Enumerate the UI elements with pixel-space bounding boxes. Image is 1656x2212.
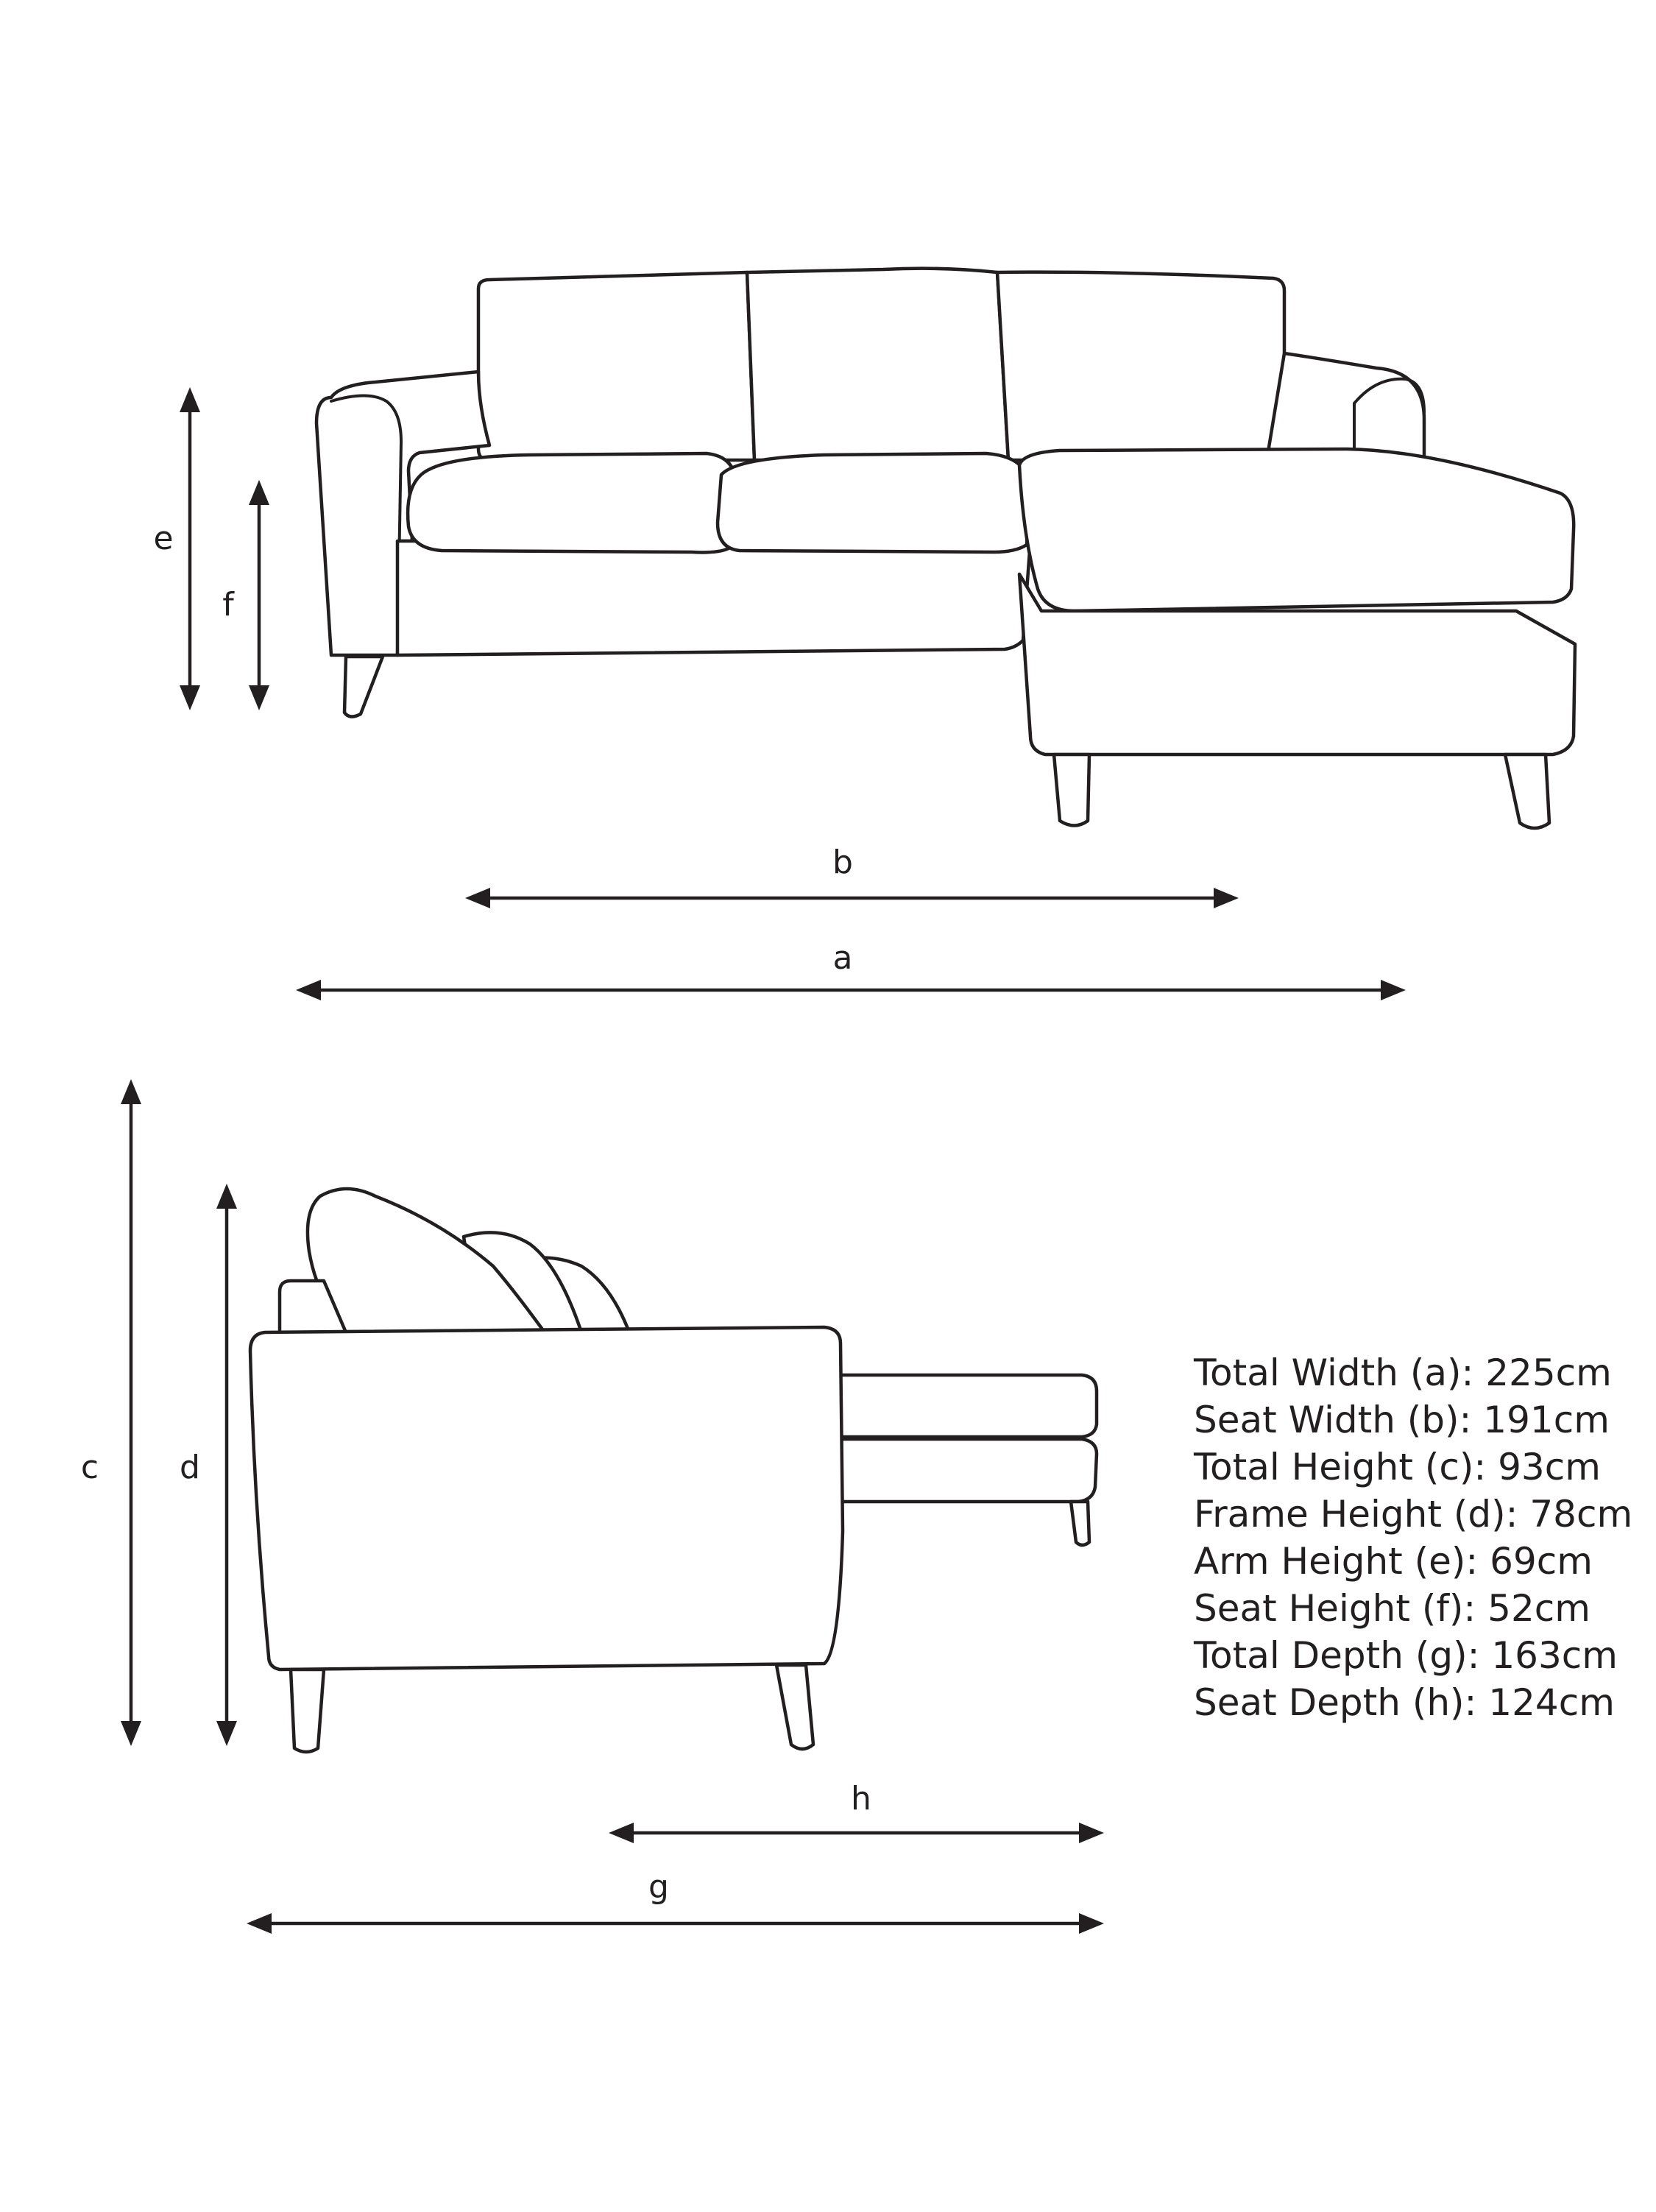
sofa-side-view bbox=[250, 1189, 1097, 1752]
dimension-h bbox=[609, 1780, 1104, 1843]
dimension-d bbox=[180, 1184, 237, 1746]
label-b: b bbox=[832, 844, 853, 881]
spec-arm-height: Arm Height (e): 69cm bbox=[1194, 1540, 1593, 1583]
spec-seat-height: Seat Height (f): 52cm bbox=[1194, 1587, 1590, 1630]
label-d: d bbox=[180, 1449, 200, 1486]
label-c: c bbox=[80, 1449, 99, 1486]
label-h: h bbox=[851, 1780, 871, 1817]
chaise-leg-left bbox=[1054, 755, 1089, 826]
label-g: g bbox=[648, 1868, 669, 1906]
spec-total-depth: Total Depth (g): 163cm bbox=[1194, 1634, 1618, 1677]
seat-cushion-middle bbox=[718, 453, 1030, 552]
back-cushion-right bbox=[997, 272, 1284, 460]
dimension-b bbox=[465, 844, 1239, 908]
side-chaise-base bbox=[839, 1439, 1097, 1502]
dimension-c bbox=[81, 1079, 141, 1746]
side-chaise-cushion bbox=[839, 1375, 1097, 1437]
side-leg-front bbox=[291, 1669, 324, 1752]
spec-total-height: Total Height (c): 93cm bbox=[1194, 1446, 1601, 1488]
spec-list bbox=[1193, 1351, 1632, 1724]
spec-total-width: Total Width (a): 225cm bbox=[1194, 1351, 1612, 1394]
dimension-a bbox=[296, 939, 1406, 1000]
spec-seat-width: Seat Width (b): 191cm bbox=[1194, 1399, 1610, 1441]
chaise-leg-right bbox=[1505, 755, 1549, 828]
left-leg bbox=[344, 657, 383, 717]
seat-base bbox=[397, 541, 1030, 655]
side-leg-back bbox=[776, 1665, 813, 1749]
back-cushion-left bbox=[478, 272, 754, 460]
side-chaise-leg bbox=[1071, 1502, 1089, 1545]
label-e: e bbox=[153, 520, 174, 557]
seat-cushion-left bbox=[408, 453, 736, 552]
label-a: a bbox=[832, 939, 853, 977]
spec-frame-height: Frame Height (d): 78cm bbox=[1194, 1493, 1633, 1536]
side-main-body bbox=[250, 1327, 843, 1669]
dimension-g bbox=[247, 1868, 1104, 1934]
dimension-e bbox=[153, 387, 200, 710]
spec-seat-depth: Seat Depth (h): 124cm bbox=[1194, 1681, 1615, 1724]
dimension-f bbox=[222, 480, 269, 710]
label-f: f bbox=[222, 586, 234, 623]
sofa-front-view bbox=[316, 269, 1575, 828]
chaise-cushion bbox=[1019, 449, 1574, 611]
back-cushion-middle bbox=[747, 269, 1008, 460]
